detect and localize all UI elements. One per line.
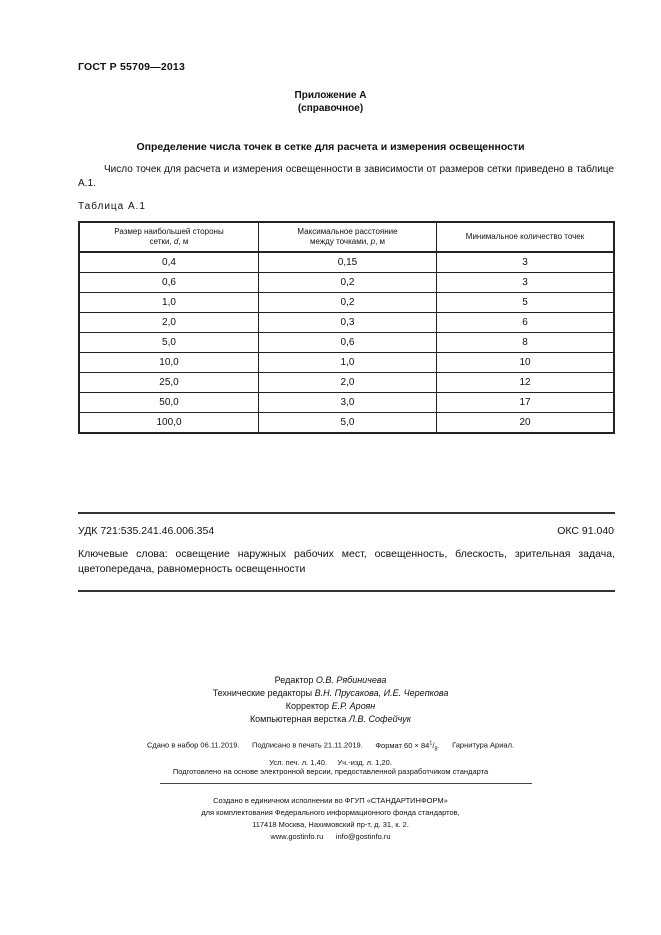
print-date: Подписано в печать 21.11.2019. [252, 740, 363, 750]
credit-role: Технические редакторы [212, 688, 313, 698]
cell-grid-size: 10,0 [79, 353, 259, 373]
cell-max-distance: 0,2 [259, 293, 437, 313]
cell-min-points: 3 [437, 252, 615, 273]
cell-max-distance: 1,0 [259, 353, 437, 373]
udk-code: УДК 721:535.241.46.006.354 [78, 525, 215, 537]
cell-grid-size: 0,4 [79, 252, 259, 273]
table-row [79, 313, 614, 333]
cell-grid-size: 100,0 [79, 413, 259, 434]
cell-min-points: 17 [437, 393, 615, 413]
table-row [79, 293, 614, 313]
cell-grid-size: 2,0 [79, 313, 259, 333]
keywords: Ключевые слова: освещение наружных рабочих мест, освещенность, блескость, зрительная задача, цветопередача, равномерность освещенности [78, 548, 615, 575]
credit-role: Компьютерная верстка [249, 714, 347, 724]
credit-proofreader [0, 700, 661, 713]
divider-publisher [160, 783, 532, 784]
section-title: Определение числа точек в сетке для расчета и измерения освещенности [136, 141, 525, 153]
credit-person: Е.Р. Ароян [331, 701, 376, 711]
table-row [79, 333, 614, 353]
typeset-date: Сдано в набор 06.11.2019. [146, 740, 240, 750]
cell-grid-size: 0,6 [79, 273, 259, 293]
credit-role: Корректор [285, 701, 330, 711]
oks-code: ОКС 91.040 [557, 525, 614, 537]
appendix-type: (справочное) [297, 103, 364, 114]
print-sheets: Усл. печ. л. 1,40. [269, 758, 327, 767]
cell-grid-size: 50,0 [79, 393, 259, 413]
cell-grid-size: 1,0 [79, 293, 259, 313]
publisher-contacts: www.gostinfo.ru info@gostinfo.ru [270, 832, 391, 841]
credit-editor [0, 674, 661, 687]
cell-min-points: 6 [437, 313, 615, 333]
cell-max-distance: 3,0 [259, 393, 437, 413]
body-paragraph: Число точек для расчета и измерения освещенности в зависимости от размеров сетки приведено в таблице А.1. [78, 164, 614, 189]
cell-max-distance: 5,0 [259, 413, 437, 434]
format-denominator: 8 [434, 746, 438, 752]
imprint-line-1 [0, 737, 661, 756]
divider-top [78, 512, 615, 514]
table-row [79, 393, 614, 413]
credit-role: Редактор [274, 675, 314, 685]
prepared-note: Подготовлено на основе электронной версии, предоставленной разработчиком стандарта [172, 767, 489, 776]
cell-max-distance: 0,3 [259, 313, 437, 333]
cell-max-distance: 0,2 [259, 273, 437, 293]
col-header-grid-size: Размер наибольшей стороны сетки, d, м [79, 222, 259, 252]
table-caption: Таблица А.1 [78, 201, 146, 212]
credit-person: Л.В. Софейчук [348, 714, 412, 724]
publisher-block [0, 795, 661, 843]
cell-min-points: 8 [437, 333, 615, 353]
format-numerator: 1 [429, 740, 433, 746]
cell-min-points: 20 [437, 413, 615, 434]
typeface: Гарнитура Ариал. [452, 740, 515, 750]
cell-min-points: 12 [437, 373, 615, 393]
imprint-block [0, 737, 661, 769]
publisher-address: 117418 Москва, Нахимовский пр-т, д. 31, к. 2. [252, 820, 409, 829]
table-header-row [79, 222, 614, 252]
table-row [79, 373, 614, 393]
credit-person: О.В. Рябиничева [315, 675, 387, 685]
cell-grid-size: 25,0 [79, 373, 259, 393]
cell-max-distance: 2,0 [259, 373, 437, 393]
publishing-sheets: Уч.-изд. л. 1,20. [337, 758, 392, 767]
col-header-min-points: Минимальное количество точек [437, 222, 615, 252]
divider-bottom [78, 590, 615, 592]
publisher-line: для комплектования Федерального информационного фонда стандартов, [201, 808, 460, 817]
table-row [79, 273, 614, 293]
credit-layout [0, 713, 661, 726]
document-header: ГОСТ Р 55709—2013 [78, 61, 186, 73]
cell-min-points: 3 [437, 273, 615, 293]
cell-min-points: 10 [437, 353, 615, 373]
credit-person: В.Н. Прусакова, И.Е. Черепкова [314, 688, 449, 698]
cell-grid-size: 5,0 [79, 333, 259, 353]
appendix-title: Приложение А [294, 90, 367, 101]
table-row [79, 353, 614, 373]
col-header-max-distance: Максимальное расстояние между точками, p, м [259, 222, 437, 252]
credits-block [0, 674, 661, 726]
cell-min-points: 5 [437, 293, 615, 313]
credit-tech-editors [0, 687, 661, 700]
publisher-line: Создано в единичном исполнении во ФГУП «СТАНДАРТИНФОРМ» [213, 796, 448, 805]
paper-format: Формат $60 \times 84^1/_8$. [375, 740, 440, 752]
format-prefix: Формат 60 × 84 [375, 740, 430, 750]
cell-max-distance: 0,6 [259, 333, 437, 353]
table-row [79, 413, 614, 434]
cell-max-distance: 0,15 [259, 252, 437, 273]
grid-points-table [78, 221, 615, 434]
table-row [79, 252, 614, 273]
